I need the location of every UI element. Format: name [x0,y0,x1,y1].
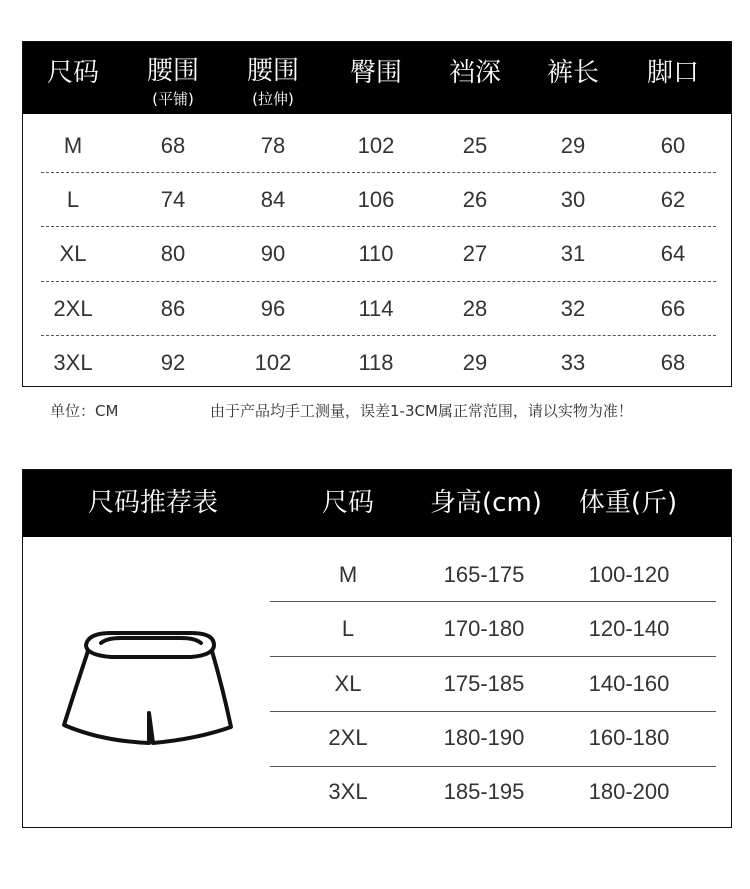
header-rise [425,42,525,114]
cell-waist-flat: 92 [160,350,186,375]
header-waist-flat [123,42,223,114]
measurement-disclaimer: 由于产品均手工测量，误差1-3CM属正常范围，请以实物为准！ [210,402,633,420]
cell-waist-flat: 68 [160,133,186,158]
table-row [23,336,731,390]
header-waist-flat-label: 腰围 [146,56,199,86]
cell-rise: 28 [462,296,488,321]
cell-rise: 27 [462,241,488,266]
cell-waist-stretch: 90 [260,241,286,266]
cell-height: 175-185 [443,671,525,696]
cell-size: L [341,616,355,641]
recommend-table-header [23,470,731,537]
cell-size: M [63,133,83,158]
table-row [23,548,731,602]
cell-weight: 120-140 [588,616,670,641]
header-waist-stretch-sub: (拉伸) [252,90,294,108]
table-row [23,119,731,173]
cell-length: 31 [560,241,586,266]
header-rise-label: 裆深 [448,58,501,88]
header-weight: 体重(斤) [578,488,678,518]
cell-rise: 25 [462,133,488,158]
header-length [523,42,623,114]
header-waist-flat-sub: (平铺) [152,90,194,108]
table-row [23,282,731,336]
cell-hip: 102 [357,133,395,158]
cell-height: 170-180 [443,616,525,641]
cell-rise: 29 [462,350,488,375]
cell-height: 165-175 [443,562,525,587]
cell-size: 2XL [328,725,368,750]
header-height: 身高(cm) [430,488,542,518]
header-size [23,42,123,114]
cell-size: 3XL [328,779,368,804]
size-table [22,41,732,387]
cell-size: 3XL [53,350,93,375]
cell-hip: 110 [358,241,394,266]
table-row [23,602,731,656]
cell-size: L [66,187,80,212]
header-waist-stretch-label: 腰围 [246,56,299,86]
header-waist-stretch [223,42,323,114]
cell-leg-opening: 68 [660,350,686,375]
cell-rise: 26 [462,187,488,212]
cell-waist-flat: 74 [160,187,186,212]
cell-waist-flat: 86 [160,296,186,321]
header-length-label: 裤长 [546,58,599,88]
header-hip-label: 臀围 [349,58,402,88]
header-size: 尺码 [321,488,374,518]
cell-hip: 118 [358,350,394,375]
header-leg-opening-label: 脚口 [646,58,699,88]
size-recommend-table [22,469,732,828]
cell-leg-opening: 66 [660,296,686,321]
cell-size: XL [334,671,362,696]
cell-length: 29 [560,133,586,158]
cell-length: 30 [560,187,586,212]
cell-length: 32 [560,296,586,321]
cell-length: 33 [560,350,586,375]
cell-height: 180-190 [443,725,525,750]
cell-weight: 180-200 [588,779,670,804]
cell-weight: 140-160 [588,671,670,696]
cell-leg-opening: 64 [660,241,686,266]
table-row [23,227,731,281]
cell-weight: 160-180 [588,725,670,750]
cell-waist-stretch: 96 [260,296,286,321]
cell-waist-flat: 80 [160,241,186,266]
unit-note: 单位：CM [50,402,119,420]
cell-waist-stretch: 84 [260,187,286,212]
table-row [23,173,731,227]
cell-size: 2XL [53,296,93,321]
recommend-table-title: 尺码推荐表 [87,488,218,518]
header-size-label: 尺码 [46,58,99,88]
cell-waist-stretch: 78 [260,133,286,158]
header-hip [326,42,426,114]
cell-size: M [338,562,358,587]
cell-size: XL [59,241,87,266]
cell-leg-opening: 60 [660,133,686,158]
cell-weight: 100-120 [588,562,670,587]
header-leg-opening [623,42,723,114]
table-row [23,657,731,711]
size-table-header [23,42,731,114]
table-row [23,765,731,819]
cell-hip: 114 [358,296,394,321]
cell-hip: 106 [357,187,395,212]
cell-leg-opening: 62 [660,187,686,212]
cell-height: 185-195 [443,779,525,804]
cell-waist-stretch: 102 [254,350,292,375]
table-row [23,711,731,765]
